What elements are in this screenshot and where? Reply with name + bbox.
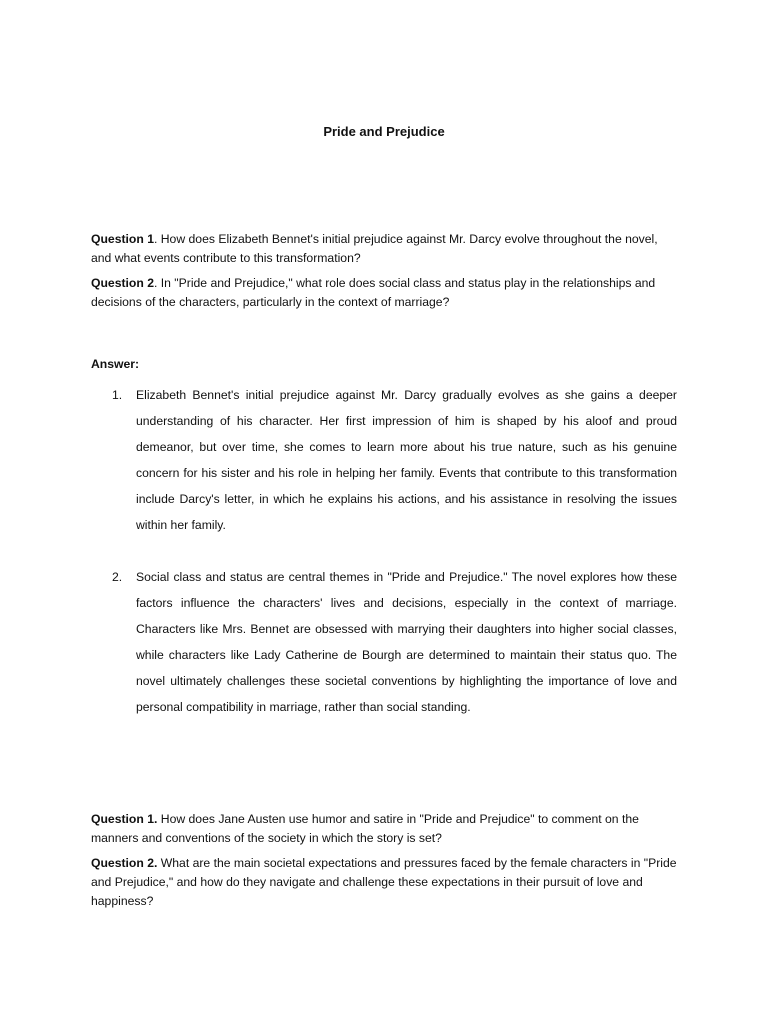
question-paragraph	[91, 810, 681, 848]
question-paragraph	[91, 274, 681, 312]
answer-item	[91, 382, 677, 538]
question-section-2	[91, 810, 681, 917]
question-section-1	[91, 230, 681, 318]
document-title: Pride and Prejudice	[323, 124, 445, 139]
answer-number: 2.	[112, 570, 123, 584]
question-label: Question 2.	[91, 856, 158, 870]
answer-heading: Answer:	[91, 357, 140, 371]
question-text: . In "Pride and Prejudice," what role does social class and status play in the relationships and decisions of the characters, particularly in the context of marriage?	[91, 276, 656, 309]
answer-list	[91, 382, 677, 720]
question-label: Question 2	[91, 276, 154, 290]
answer-text: Elizabeth Bennet's initial prejudice against Mr. Darcy gradually evolves as she gains a deeper understanding of his character. Her first impression of him is shaped by his aloof and proud demeanor, but over time, she comes to learn more about his true nature, such as his genuine concern for his sister and his role in helping her family. Events that contribute to this transformation include Darcy's letter, in which he explains his actions, and his assistance in resolving the issues within her family.	[136, 388, 677, 532]
question-text: How does Jane Austen use humor and satire in "Pride and Prejudice" to comment on the manners and conventions of the society in which the story is set?	[91, 812, 639, 845]
question-paragraph	[91, 230, 681, 268]
question-label: Question 1	[91, 232, 154, 246]
answer-text: Social class and status are central themes in "Pride and Prejudice." The novel explores how these factors influence the characters' lives and decisions, especially in the context of marriage. Characters like Mrs. Bennet are obsessed with marrying their daughters into higher social classes, while characters like Lady Catherine de Bourgh are determined to maintain their status quo. The novel ultimately challenges these societal conventions by highlighting the importance of love and personal compatibility in marriage, rather than social standing.	[136, 570, 677, 714]
question-text: . How does Elizabeth Bennet's initial prejudice against Mr. Darcy evolve throughout the novel, and what events contribute to this transformation?	[91, 232, 658, 265]
answer-number: 1.	[112, 388, 123, 402]
question-text: What are the main societal expectations and pressures faced by the female characters in "Pride and Prejudice," and how do they navigate and challenge these expectations in their pursuit of love and happiness?	[91, 856, 677, 908]
question-label: Question 1.	[91, 812, 158, 826]
answer-item	[91, 564, 677, 720]
question-paragraph	[91, 854, 681, 911]
